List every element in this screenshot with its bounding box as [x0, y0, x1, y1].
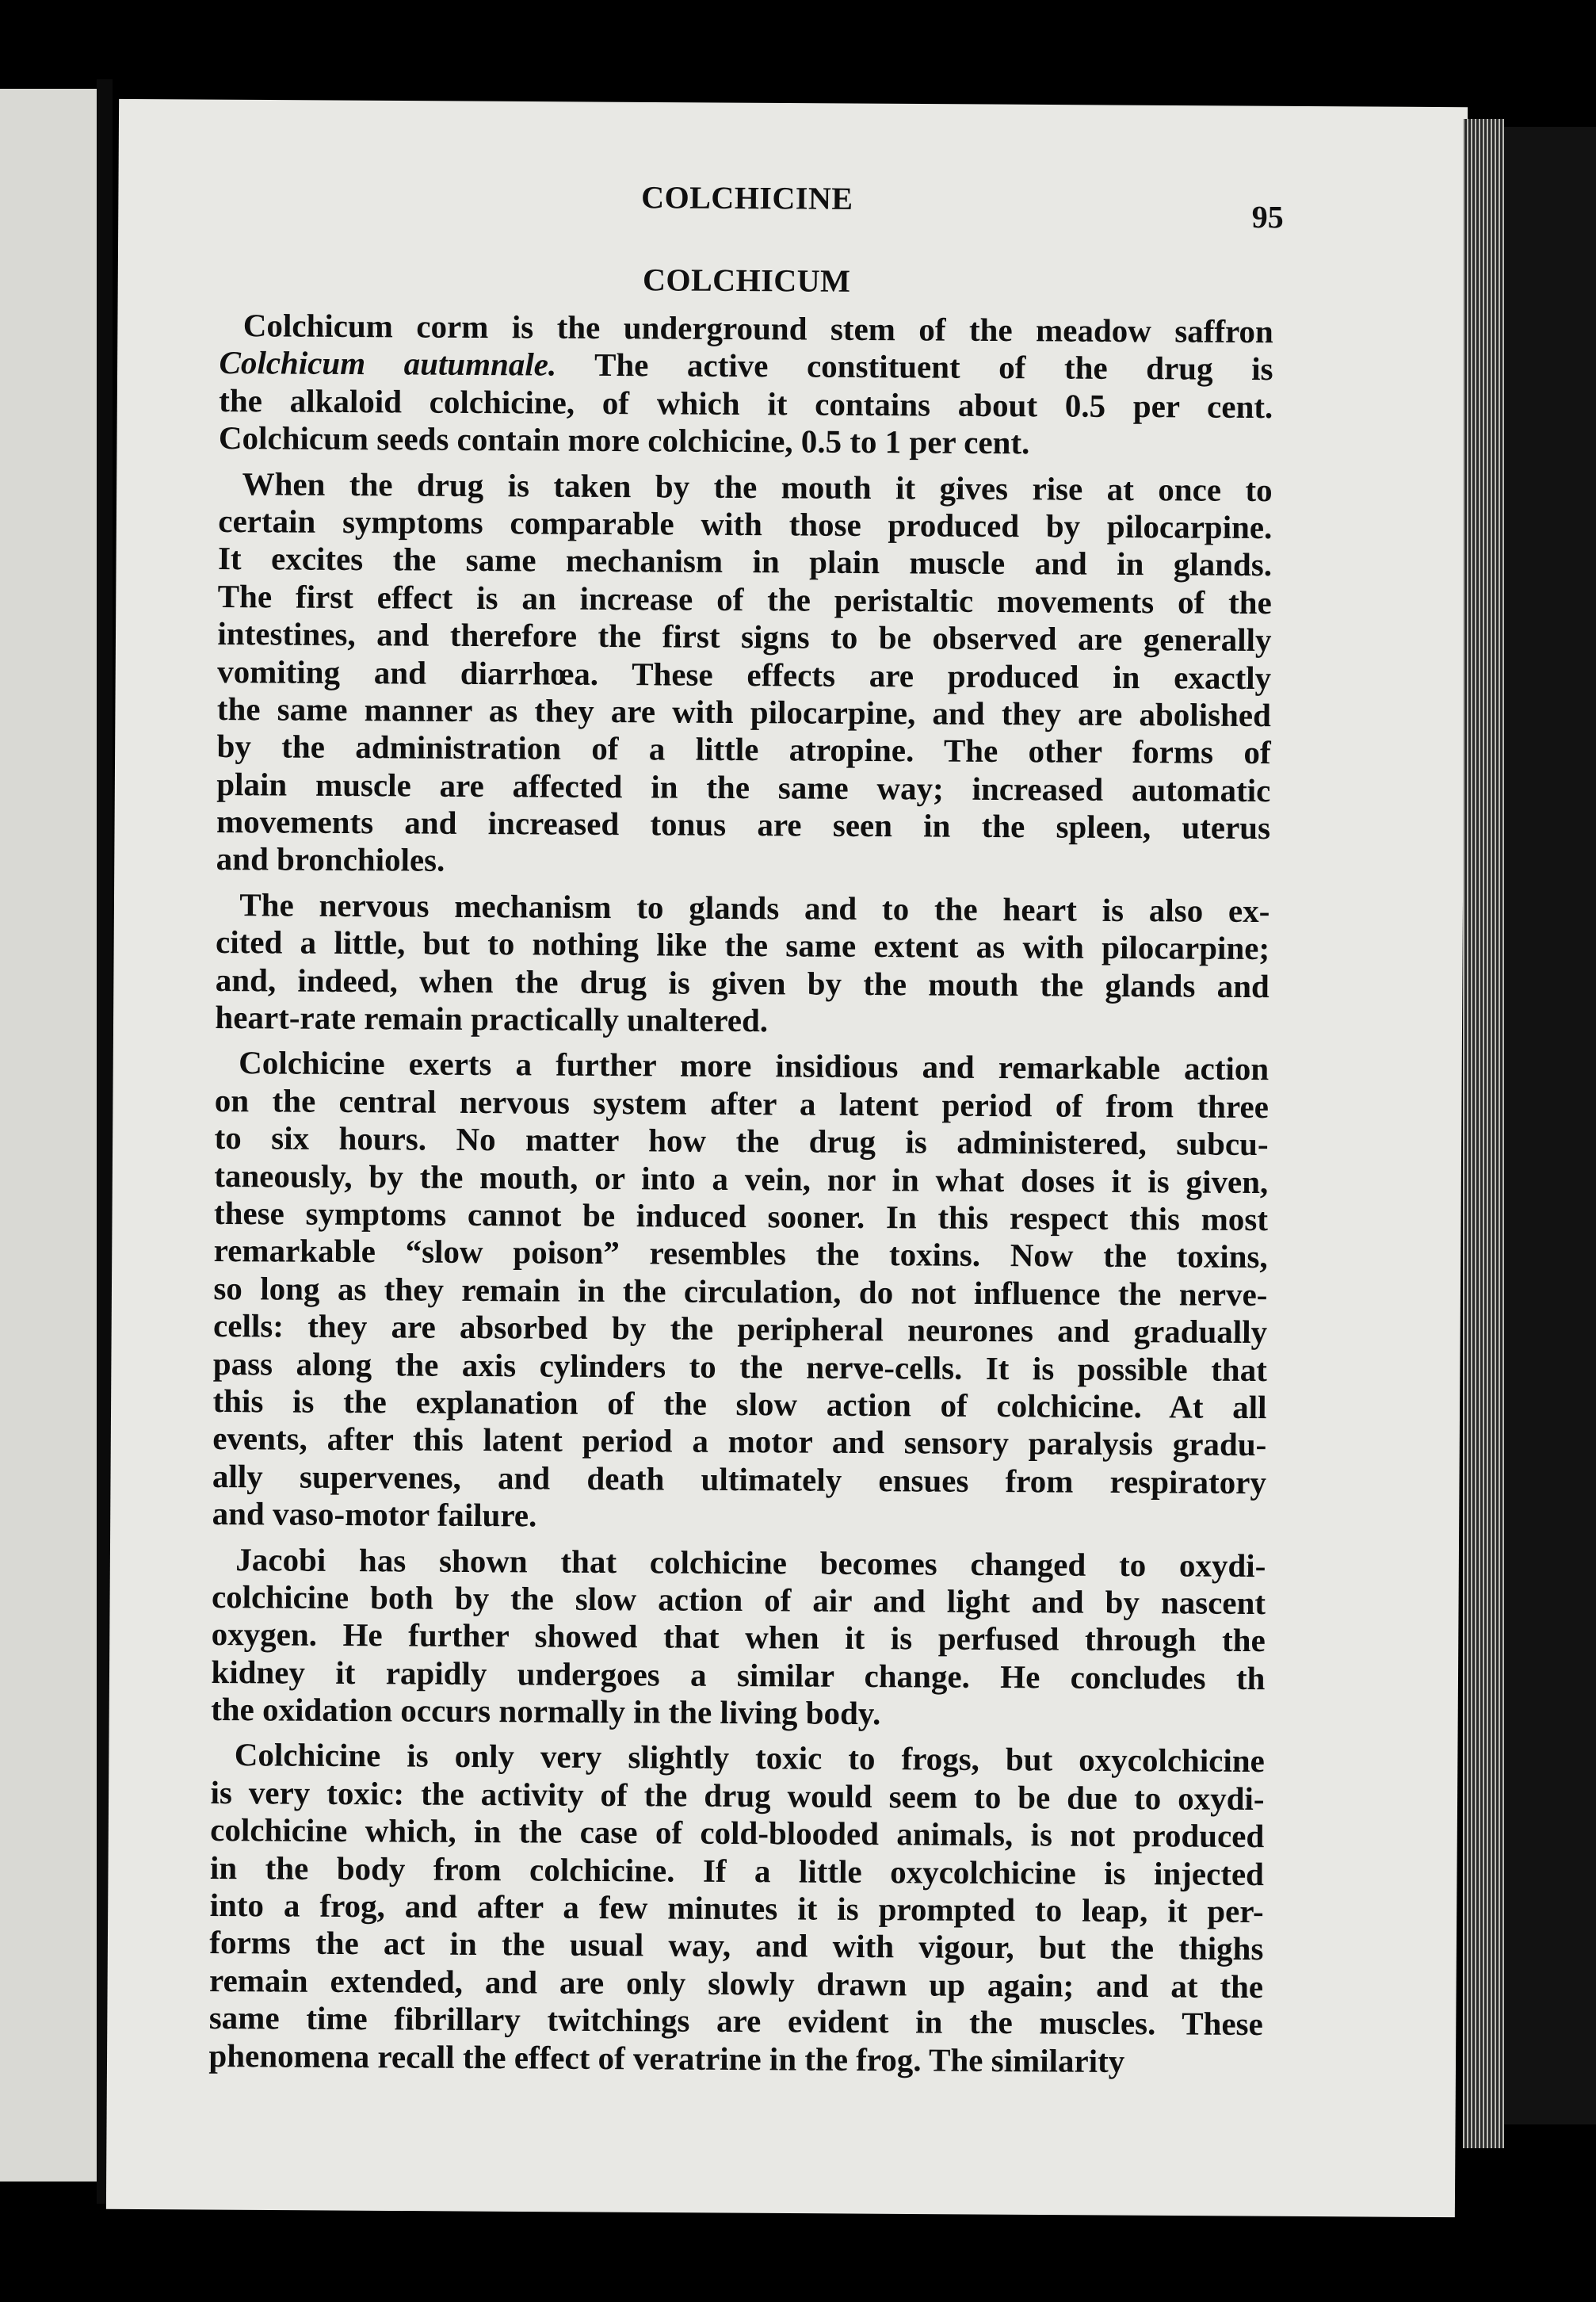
text-line: is very toxic: the activity of the drug would seem to be due to oxydi- — [210, 1773, 1265, 1817]
text-line: and, indeed, when the drug is given by the mouth the glands and — [215, 961, 1270, 1004]
text-line: to six hours. No matter how the drug is administered, subcu- — [214, 1119, 1269, 1163]
text-line: in the body from colchicine. If a little oxycolchicine is injected — [209, 1849, 1265, 1892]
running-title: COLCHICINE — [641, 179, 853, 216]
text-line: Colchicum seeds contain more colchicine, 0.5 to 1 per cent. — [218, 419, 1030, 461]
text-line: by the administration of a little atropine. The other forms of — [216, 728, 1271, 771]
stacked-page-edges — [1463, 119, 1504, 2148]
text-line: taneously, by the mouth, or into a vein, nor in what doses it is given, — [214, 1157, 1269, 1200]
body-text — [208, 307, 1273, 2081]
paragraph — [219, 307, 1273, 464]
text-line: oxygen. He further showed that when it is perfused through the — [211, 1616, 1266, 1659]
text-line: Colchicum corm is the underground stem of the meadow saffron — [242, 307, 1273, 350]
text-line: and vaso-motor failure. — [212, 1495, 537, 1534]
text-line: remarkable “slow poison” resembles the toxins. Now the toxins, — [213, 1232, 1268, 1275]
section-heading: COLCHICUM — [642, 262, 851, 299]
text-line: Colchicine exerts a further more insidious and remarkable action — [239, 1044, 1270, 1088]
text-line: The nervous mechanism to glands and to the heart is also ex- — [239, 886, 1270, 929]
text-line: cited a little, but to nothing like the same extent as with pilocarpine; — [215, 923, 1270, 967]
paragraph — [216, 465, 1273, 885]
text-line: events, after this latent period a motor and sensory paralysis gradu- — [212, 1420, 1267, 1463]
text-line: remain extended, and are only slowly drawn up again; and at the — [208, 1961, 1264, 2005]
text-line: so long as they remain in the circulation, do not influence the nerve- — [213, 1269, 1268, 1313]
page-number: 95 — [1251, 198, 1284, 235]
italic-species-name: Colchicum autumnale. — [219, 344, 557, 383]
paragraph — [211, 1540, 1266, 1734]
text-line: cells: they are absorbed by the peripheral neurones and gradually — [213, 1307, 1268, 1351]
text-line: this is the explanation of the slow action of colchicine. At all — [212, 1382, 1267, 1426]
paragraph — [212, 1044, 1270, 1539]
paragraph — [215, 886, 1270, 1043]
text-line: forms the act in the usual way, and with vigour, but the thighs — [209, 1924, 1264, 1967]
text-line: ally supervenes, and death ultimately ensues from respiratory — [212, 1457, 1267, 1501]
text-line: intestines, and therefore the first signs to be observed are generally — [217, 615, 1272, 659]
text-line: the alkaloid colchicine, of which it contains about 0.5 per cent. — [219, 381, 1273, 425]
text-line: plain muscle are affected in the same way; increased automatic — [216, 765, 1271, 809]
text-line: colchicine which, in the case of cold-blooded animals, is not produced — [210, 1811, 1265, 1855]
book-cover-edge — [1504, 127, 1596, 2124]
previous-page-edge — [0, 89, 97, 2182]
text-line: kidney it rapidly undergoes a similar change. He concludes th — [211, 1653, 1266, 1696]
text-line: colchicine both by the slow action of air and light and by nascent — [211, 1577, 1266, 1621]
text-line: phenomena recall the effect of veratrine in the frog. The similarity — [208, 2036, 1125, 2079]
text-line: these symptoms cannot be induced sooner. In this respect this most — [213, 1194, 1269, 1238]
text-line: The first effect is an increase of the peristaltic movements of the — [217, 577, 1272, 621]
text-line: vomiting and diarrhœa. These effects are produced in exactly — [217, 652, 1272, 696]
text-line: the same manner as they are with pilocarpine, and they are abolished — [216, 690, 1272, 734]
text-line: When the drug is taken by the mouth it gives rise at once to — [242, 465, 1273, 508]
text-line: movements and increased tonus are seen in the spleen, uterus — [216, 803, 1271, 847]
text-line: heart-rate remain practically unaltered. — [215, 999, 769, 1039]
text-line: and bronchioles. — [216, 840, 445, 879]
text-line: on the central nervous system after a latent period of from three — [214, 1081, 1269, 1125]
text-line: Colchicine is only very slightly toxic to frogs, but oxycolchicine — [234, 1736, 1265, 1780]
paragraph — [208, 1736, 1265, 2081]
text-line: into a frog, and after a few minutes it is prompted to leap, it per- — [209, 1886, 1264, 1930]
text-line: Colchicum autumnale. The active constituent of the drug is — [219, 344, 1273, 388]
text-line: It excites the same mechanism in plain muscle and in glands. — [217, 540, 1273, 583]
text-line: certain symptoms comparable with those produced by pilocarpine. — [218, 502, 1273, 546]
text-line: the oxidation occurs normally in the living body. — [211, 1691, 881, 1732]
text-line: Jacobi has shown that colchicine becomes changed to oxydi- — [235, 1540, 1266, 1584]
running-header — [220, 176, 1284, 235]
text-line: pass along the axis cylinders to the nerve-cells. It is possible that — [212, 1344, 1267, 1388]
text-line: same time fibrillary twitchings are evident in the muscles. These — [208, 1999, 1263, 2043]
